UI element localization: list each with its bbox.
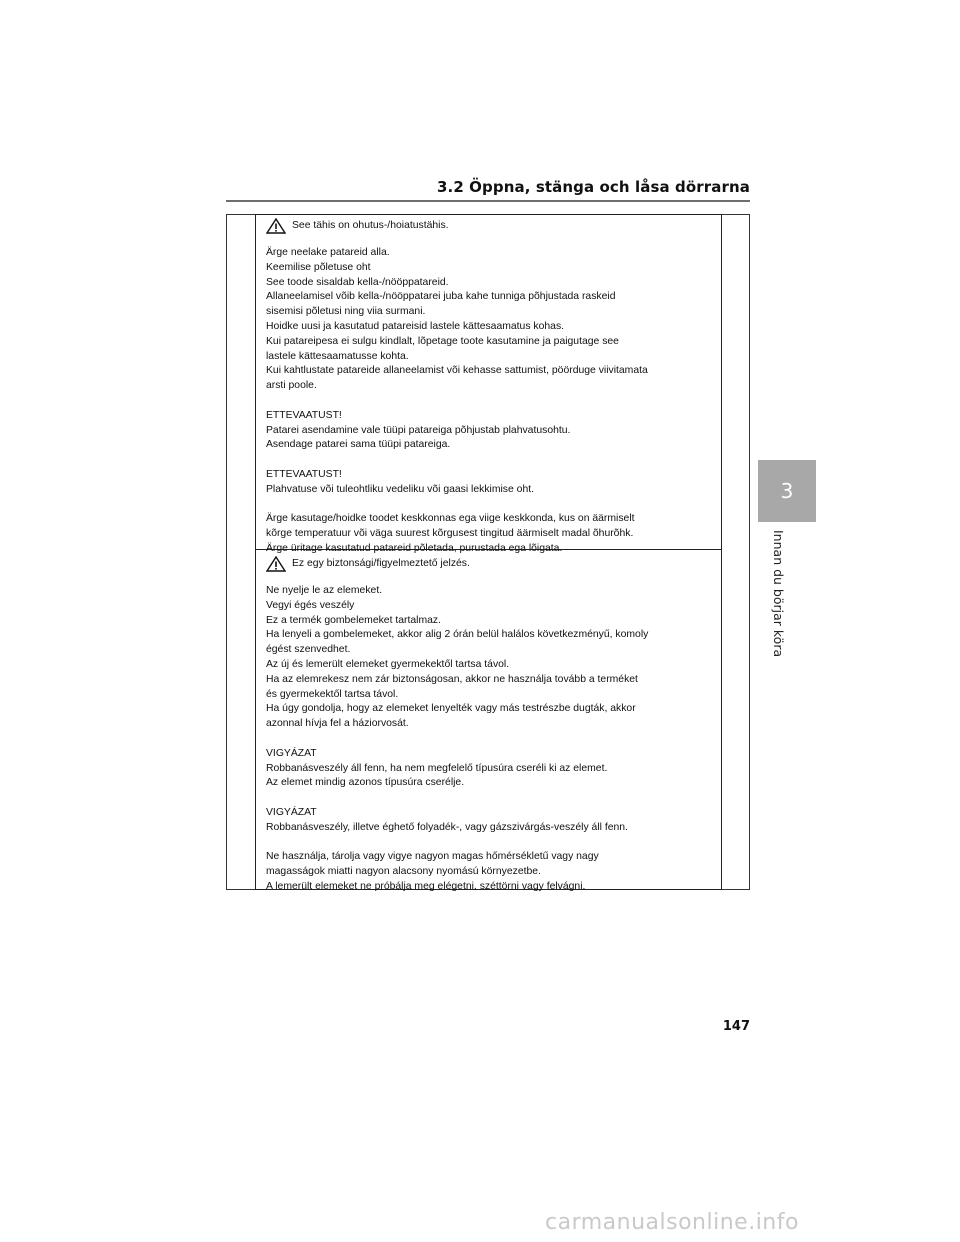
paragraph xyxy=(266,806,718,836)
paragraph xyxy=(266,850,718,894)
text-line: égést szenvedhet. xyxy=(266,644,351,656)
header-rule xyxy=(226,200,750,202)
warning-triangle-icon xyxy=(266,556,286,572)
text-line: Vegyi égés veszély xyxy=(266,599,355,611)
section-title: 3.2 Öppna, stänga och låsa dörrarna xyxy=(436,178,750,196)
text-line: A lemerült elemeket ne próbálja meg elégetni, széttörni vagy felvágni. xyxy=(266,880,586,892)
page-number: 147 xyxy=(722,1019,750,1034)
text-line: sisemisi põletusi ning viia surmani. xyxy=(266,306,426,318)
text-line: VIGYÁZAT xyxy=(266,806,317,818)
chapter-tab xyxy=(758,460,816,522)
text-line: magasságok miatti nagyon alacsony nyomású környezetbe. xyxy=(266,866,541,878)
text-line: ETTEVAATUST! xyxy=(266,468,342,480)
paragraph xyxy=(266,409,718,453)
text-line: Hoidke uusi ja kasutatud patareisid lastele kättesaamatus kohas. xyxy=(266,320,565,332)
warning-heading-et xyxy=(266,218,718,234)
text-line: Allaneelamisel võib kella-/nööppatarei juba kahe tunniga põhjustada raskeid xyxy=(266,291,616,303)
paragraph xyxy=(266,584,718,732)
chapter-label: Innan du börjar köra xyxy=(771,530,786,658)
text-line: Robbanásveszély, illetve éghető folyadék-, vagy gázszivárgás-veszély áll fenn. xyxy=(266,821,628,833)
text-line: lastele kättesaamatusse kohta. xyxy=(266,350,409,362)
text-line: Ärge üritage kasutatud patareid põletada, purustada ega lõigata. xyxy=(266,542,563,554)
paragraph xyxy=(266,246,718,394)
text-line: Ha az elemrekesz nem zár biztonságosan, akkor ne használja tovább a terméket xyxy=(266,673,638,685)
text-line: Ez a termék gombelemeket tartalmaz. xyxy=(266,614,441,626)
warning-symbol-text: See tähis on ohutus-/hoiatustähis. xyxy=(292,219,449,231)
text-line: Az elemet mindig azonos típusúra cserélje. xyxy=(266,777,465,789)
estonian-warning-block xyxy=(266,218,718,557)
warning-heading-hu xyxy=(266,556,718,572)
text-line: Ne nyelje le az elemeket. xyxy=(266,585,383,596)
text-line: Az új és lemerült elemeket gyermekektől tartsa távol. xyxy=(266,658,510,670)
text-line: Ärge neelake patareid alla. xyxy=(266,247,390,258)
text-line: kõrge temperatuur või väga suurest kõrgusest tingitud äärmiselt madal õhurõhk. xyxy=(266,528,634,540)
text-line: ETTEVAATUST! xyxy=(266,409,342,421)
text-line: arsti poole. xyxy=(266,380,317,392)
text-line: Ne használja, tárolja vagy vigye nagyon magas hőmérsékletű vagy nagy xyxy=(266,851,599,863)
text-line: Patarei asendamine vale tüüpi patareiga põhjustab plahvatusohtu. xyxy=(266,424,571,436)
text-line: Ärge kasutage/hoidke toodet keskkonnas ega viige keskkonda, kus on äärmiselt xyxy=(266,513,635,525)
text-line: Asendage patarei sama tüüpi patareiga. xyxy=(266,439,451,451)
watermark: carmanualsonline.info xyxy=(545,1210,799,1235)
paragraph xyxy=(266,512,718,556)
warning-triangle-icon xyxy=(266,218,286,234)
text-line: Ha úgy gondolja, hogy az elemeket lenyelték vagy más testrészbe dugták, akkor xyxy=(266,703,636,715)
text-line: VIGYÁZAT xyxy=(266,747,317,759)
text-line: Robbanásveszély áll fenn, ha nem megfelelő típusúra cseréli ki az elemet. xyxy=(266,762,608,774)
text-line: See toode sisaldab kella-/nööppatareid. xyxy=(266,276,449,288)
text-line: azonnal hívja fel a háziorvosát. xyxy=(266,718,409,730)
chapter-number: 3 xyxy=(780,479,794,503)
text-line: Ha lenyeli a gombelemeket, akkor alig 2 órán belül halálos következményű, komoly xyxy=(266,629,649,641)
text-line: Keemilise põletuse oht xyxy=(266,261,371,273)
text-line: Kui kahtlustate patareide allaneelamist või kehasse sattumist, pöörduge viivitamata xyxy=(266,365,648,377)
paragraph xyxy=(266,747,718,791)
text-line: és gyermekektől tartsa távol. xyxy=(266,688,399,700)
text-line: Plahvatuse või tuleohtliku vedeliku või gaasi lekkimise oht. xyxy=(266,483,534,495)
paragraph xyxy=(266,468,718,498)
text-line: Kui patareipesa ei sulgu kindlalt, lõpetage toote kasutamine ja paigutage see xyxy=(266,335,619,347)
hungarian-warning-block xyxy=(266,556,718,895)
warning-symbol-text: Ez egy biztonsági/figyelmeztető jelzés. xyxy=(292,557,470,569)
